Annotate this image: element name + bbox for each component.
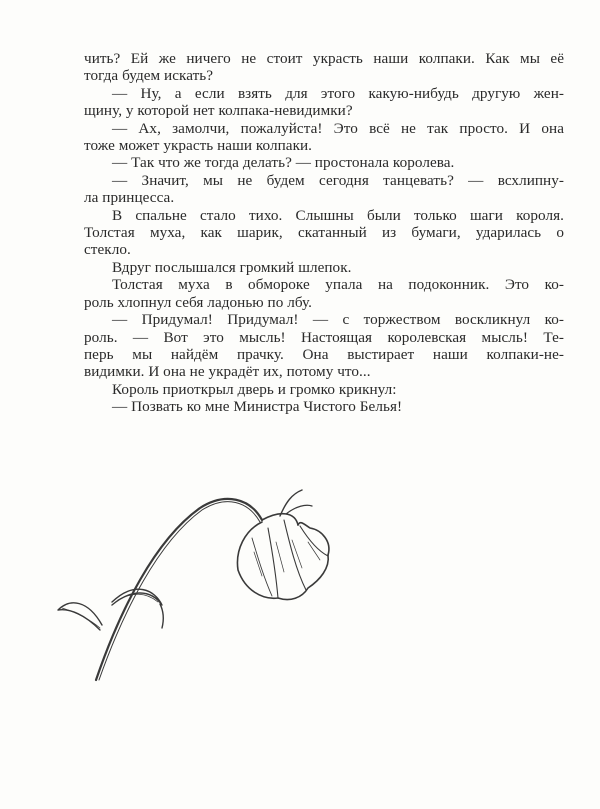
text-line: — Позвать ко мне Министра Чистого Белья! bbox=[112, 398, 403, 416]
text-line: Король приоткрыл дверь и громко крикнул: bbox=[112, 380, 397, 398]
text-line: — Ах, замолчи, пожалуйста! Это всё не так просто. И она bbox=[112, 119, 564, 137]
story-text bbox=[84, 50, 564, 416]
text-line: щину, у которой нет колпака-невидимки? bbox=[84, 102, 353, 120]
text-line: роль. — Вот это мысль! Настоящая королевская мысль! Те- bbox=[84, 328, 564, 346]
text-line: чить? Ей же ничего не стоит украсть наши колпаки. Как мы её bbox=[84, 50, 564, 67]
text-line: роль хлопнул себя ладонью по лбу. bbox=[84, 293, 313, 311]
text-line: — Придумал! Придумал! — с торжеством воскликнул ко- bbox=[112, 311, 564, 329]
text-line: В спальне стало тихо. Слышны были только шаги короля. bbox=[112, 206, 564, 224]
text-line: Толстая муха в обмороке упала на подоконник. Это ко- bbox=[112, 276, 564, 294]
text-line: стекло. bbox=[84, 241, 131, 259]
flower-drawing-icon bbox=[40, 480, 360, 710]
text-line: Толстая муха, как шарик, скатанный из бумаги, ударилась о bbox=[84, 224, 564, 242]
text-line: Вдруг послышался громкий шлепок. bbox=[112, 258, 352, 276]
text-line: — Значит, мы не будем сегодня танцевать? — всхлипну- bbox=[112, 171, 564, 189]
text-line: перь мы найдём прачку. Она выстирает наши колпаки-не- bbox=[84, 345, 564, 363]
text-line: — Так что же тогда делать? — простонала королева. bbox=[112, 154, 455, 172]
text-line: видимки. И она не украдёт их, потому что... bbox=[84, 363, 371, 381]
text-line: тогда будем искать? bbox=[84, 67, 214, 85]
text-line: тоже может украсть наши колпаки. bbox=[84, 137, 313, 155]
text-line: — Ну, а если взять для этого какую-нибудь другую жен- bbox=[112, 84, 564, 102]
text-line: ла принцесса. bbox=[84, 189, 175, 207]
